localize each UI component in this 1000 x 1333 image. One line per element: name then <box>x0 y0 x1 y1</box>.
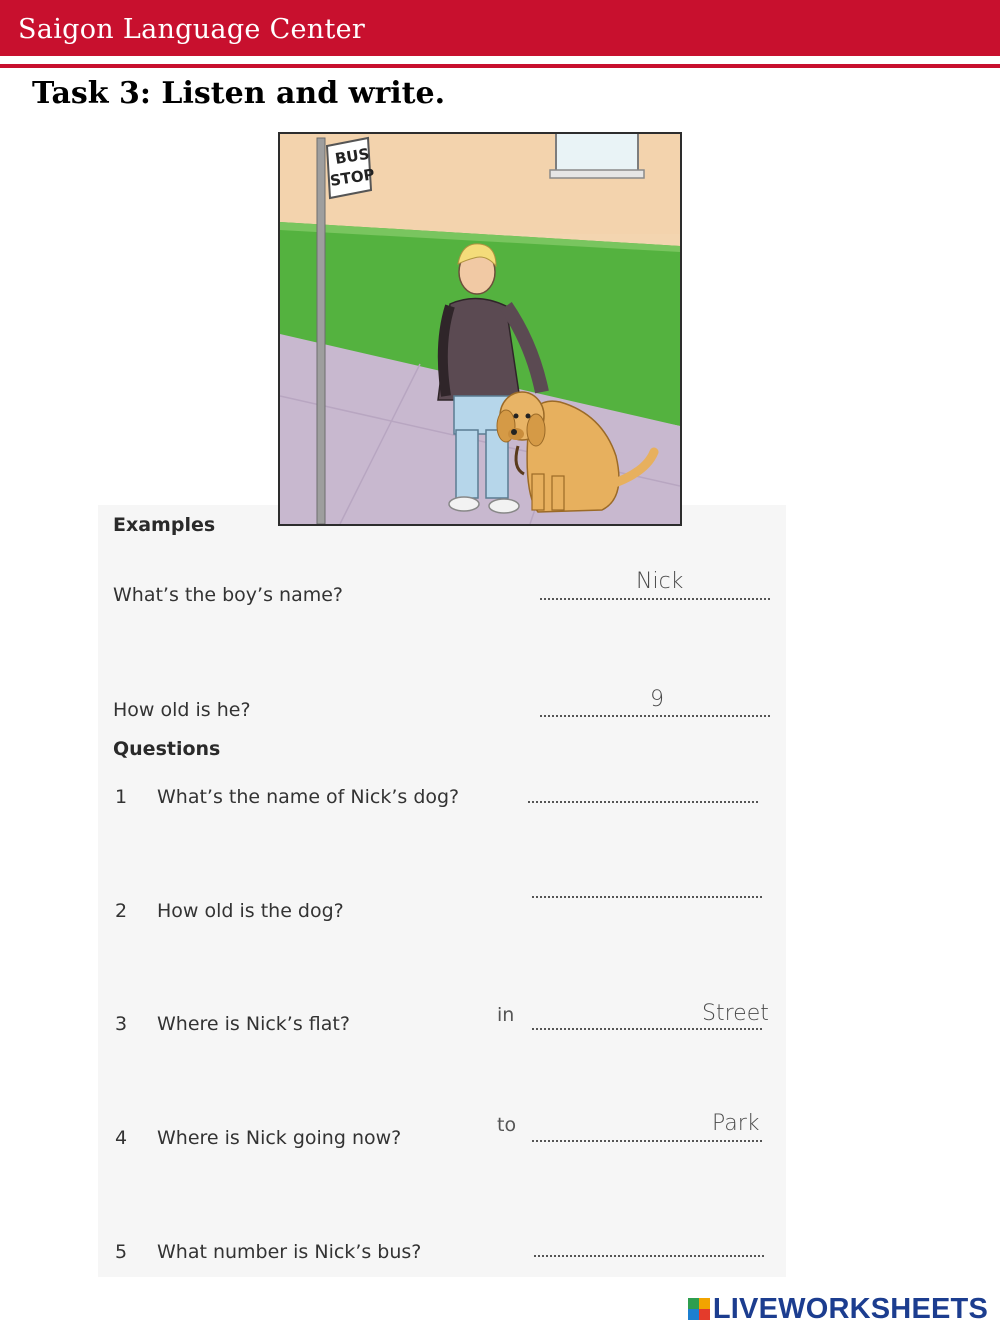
worksheet-scan <box>98 505 786 1277</box>
brand-name: LIVEWORKSHEETS <box>712 1292 988 1325</box>
header-bar <box>0 0 1000 56</box>
sign-text-stop: STOP <box>328 165 376 190</box>
answer-field-1[interactable] <box>528 801 758 803</box>
header-divider <box>0 64 1000 68</box>
answer-field-3[interactable] <box>532 1028 762 1030</box>
examples-heading: Examples <box>113 514 216 536</box>
answer-suffix-4: Park <box>712 1111 760 1136</box>
bus-stop-illustration <box>278 132 682 526</box>
example-answer-1: Nick <box>636 569 684 594</box>
question-number-5: 5 <box>115 1241 128 1263</box>
example-answer-line-1 <box>540 598 770 600</box>
example-answer-line-2 <box>540 715 770 717</box>
example-answer-2: 9 <box>650 687 664 712</box>
question-number-2: 2 <box>115 900 128 922</box>
answer-field-2[interactable] <box>532 896 762 898</box>
question-text-3: Where is Nick’s flat? <box>157 1013 350 1035</box>
answer-field-5[interactable] <box>534 1255 764 1257</box>
example-question-1: What’s the boy’s name? <box>113 584 343 606</box>
answer-prefix-3: in <box>497 1004 515 1026</box>
header-title: Saigon Language Center <box>18 14 366 45</box>
question-number-3: 3 <box>115 1013 128 1035</box>
question-text-1: What’s the name of Nick’s dog? <box>157 786 460 808</box>
question-text-5: What number is Nick’s bus? <box>157 1241 422 1263</box>
answer-field-4[interactable] <box>532 1140 762 1142</box>
example-question-2: How old is he? <box>113 699 251 721</box>
question-number-4: 4 <box>115 1127 128 1149</box>
answer-suffix-3: Street <box>702 1001 769 1026</box>
liveworksheets-brand[interactable] <box>688 1294 988 1324</box>
question-text-2: How old is the dog? <box>157 900 344 922</box>
question-number-1: 1 <box>115 786 128 808</box>
question-text-4: Where is Nick going now? <box>157 1127 402 1149</box>
task-title: Task 3: Listen and write. <box>32 76 446 111</box>
liveworksheets-logo-icon <box>688 1298 710 1320</box>
answer-prefix-4: to <box>497 1114 517 1136</box>
questions-heading: Questions <box>113 738 221 760</box>
sign-text-bus: BUS <box>333 144 371 168</box>
